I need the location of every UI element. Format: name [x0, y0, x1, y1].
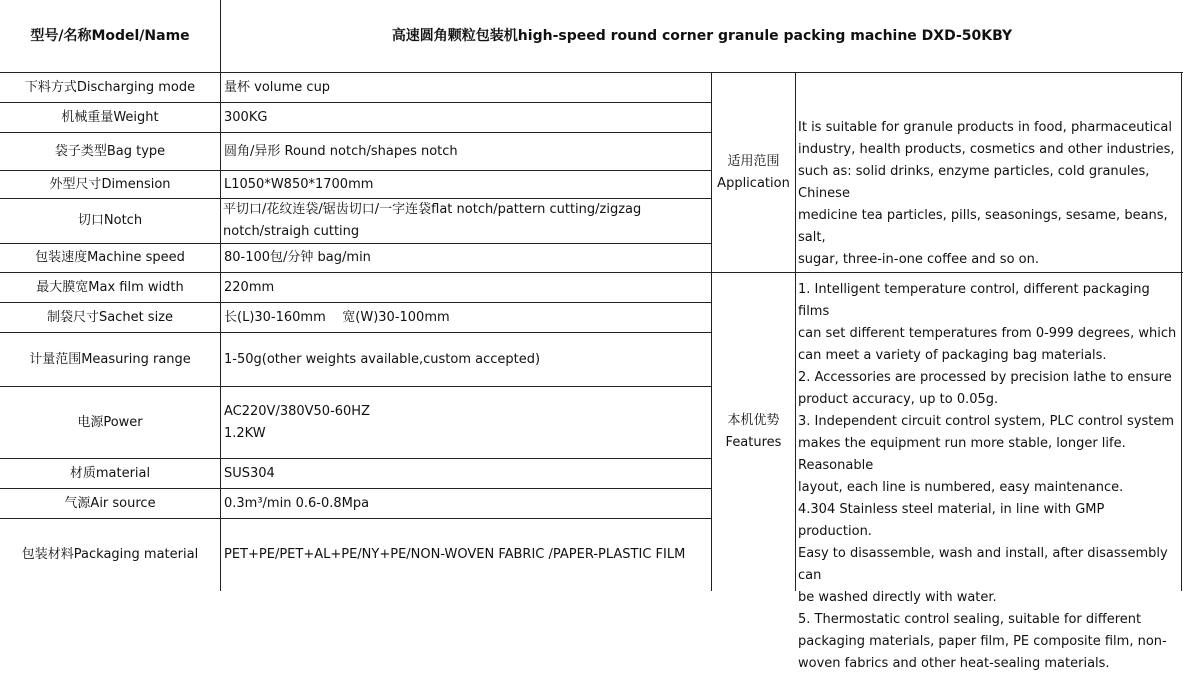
- application-label-en: Application: [717, 175, 790, 191]
- features-label: [712, 273, 795, 591]
- features-text: 1. Intelligent temperature control, different packaging films can set different temperatures from 0-999 degrees, which can meet a variety of packaging bag materials. 2. Accessories are processed by precision lathe to ensure product accuracy, up to 0.05g. 3. Independent circuit control system, PLC control system makes the equipment run more stable, longer life. Reasonable layout, each line is numbered, easy maintenance. 4.304 Stainless steel material, in line with GMP production. Easy to disassemble, wash and install, after disassembly can be washed directly with water. 5. Thermostatic control sealing, suitable for different packaging materials, paper film, PE composite film, non- woven fabrics and other heat-sealing materials.: [798, 282, 1177, 671]
- spec-label: 机械重量Weight: [61, 109, 159, 125]
- spec-label: 制袋尺寸Sachet size: [46, 309, 174, 325]
- spec-label: 切口Notch: [77, 213, 143, 228]
- spec-label: 气源Air source: [64, 495, 156, 511]
- application-text: It is suitable for granule products in food, pharmaceutical industry, health products, cosmetics and other industries, such as: solid drinks, enzyme particles, cold granules, Chinese medicine tea particles, pills, seasonings, sesame, beans, salt, sugar, three-in-one coffee and so on.: [798, 120, 1175, 267]
- spec-label: 袋子类型Bag type: [54, 143, 166, 159]
- features-label-en: Features: [725, 435, 782, 450]
- spec-value: 长(L)30-160mm 宽(W)30-100mm: [224, 309, 450, 325]
- spec-value: PET+PE/PET+AL+PE/NY+PE/NON-WOVEN FABRIC /PAPER-PLASTIC FILM: [224, 547, 686, 562]
- spec-value: 量杯 volume cup: [224, 79, 331, 95]
- spec-label: 外型尺寸Dimension: [49, 176, 171, 192]
- spec-label: 材质material: [69, 465, 151, 481]
- spec-value: 80-100包/分钟 bag/min: [224, 250, 371, 265]
- spec-label: 包装材料Packaging material: [21, 547, 199, 562]
- spec-value-power: [221, 387, 711, 458]
- spec-label: 最大膜宽Max film width: [36, 279, 184, 295]
- features-label-cn: 本机优势: [727, 413, 780, 428]
- spec-value-line: 1.2KW: [224, 425, 266, 441]
- spec-value: 0.3m³/min 0.6-0.8Mpa: [224, 495, 370, 511]
- spec-value-line: notch/straigh cutting: [223, 224, 360, 239]
- spec-value: 300KG: [224, 109, 268, 125]
- model-label: 型号/名称Model/Name: [30, 28, 190, 44]
- rule: [1181, 72, 1182, 591]
- page-title: 高速圆角颗粒包装机high-speed round corner granule packing machine DXD-50KBY: [391, 28, 1013, 44]
- spec-value: 1-50g(other weights available,custom accepted): [224, 351, 541, 367]
- spec-value-notch: [221, 199, 711, 243]
- spec-value-line: 平切口/花纹连袋/锯齿切口/一字连袋flat notch/pattern cutting/zigzag: [223, 202, 642, 217]
- spec-label: 下料方式Discharging mode: [24, 79, 196, 95]
- spec-label: 电源Power: [77, 414, 143, 430]
- application-label-cn: 适用范围: [727, 153, 780, 169]
- spec-value: 220mm: [224, 279, 275, 295]
- spec-value: SUS304: [224, 465, 275, 481]
- spec-label: 包装速度Machine speed: [35, 250, 185, 265]
- application-label: [712, 73, 795, 272]
- spec-value: 圆角/异形 Round notch/shapes notch: [224, 143, 458, 159]
- spec-label: 计量范围Measuring range: [29, 351, 191, 367]
- spec-value-line: AC220V/380V50-60HZ: [224, 403, 370, 419]
- spec-value: L1050*W850*1700mm: [224, 176, 374, 192]
